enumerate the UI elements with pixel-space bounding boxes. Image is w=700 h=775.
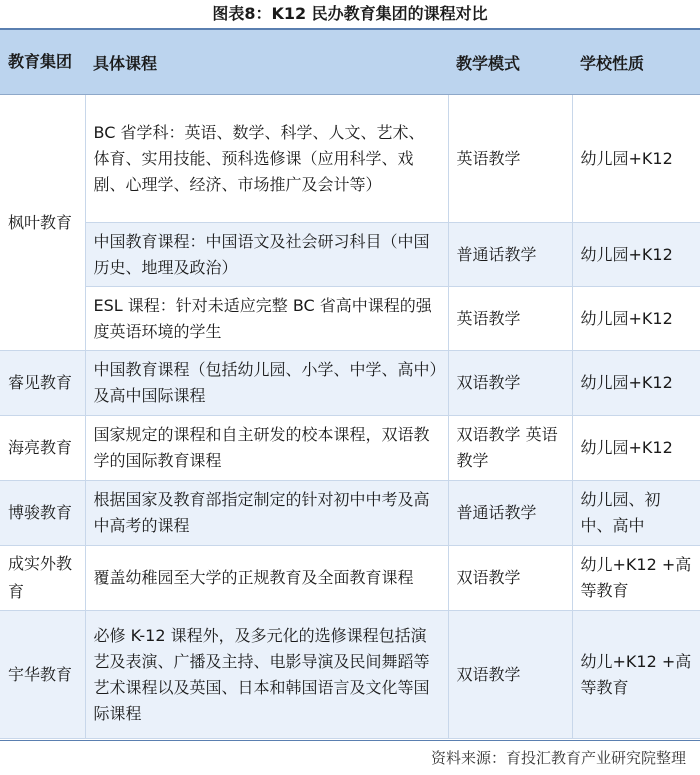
- header-nature: 学校性质: [572, 29, 700, 95]
- mode-cell: 双语教学: [448, 546, 572, 611]
- table-row: [0, 287, 700, 351]
- course-cell: 中国教育课程：中国语文及社会研习科目（中国历史、地理及政治）: [85, 223, 448, 287]
- table-row: [0, 351, 700, 416]
- nature-cell: 幼儿园+K12: [572, 416, 700, 481]
- course-comparison-table: [0, 28, 700, 739]
- header-group: 教育集团: [0, 29, 85, 95]
- mode-cell: 双语教学 英语教学: [448, 416, 572, 481]
- header-mode: 教学模式: [448, 29, 572, 95]
- table-row: [0, 481, 700, 546]
- group-cell: 海亮教育: [0, 416, 85, 481]
- course-cell: 国家规定的课程和自主研发的校本课程，双语教学的国际教育课程: [85, 416, 448, 481]
- table-bottom-rule: [0, 740, 700, 741]
- table-row: [0, 95, 700, 223]
- group-cell: 成实外教育: [0, 546, 85, 611]
- course-cell: 覆盖幼稚园至大学的正规教育及全面教育课程: [85, 546, 448, 611]
- table-row: [0, 611, 700, 739]
- mode-cell: 英语教学: [448, 95, 572, 223]
- course-cell: ESL 课程：针对未适应完整 BC 省高中课程的强度英语环境的学生: [85, 287, 448, 351]
- table-title: 图表8：K12 民办教育集团的课程对比: [212, 4, 488, 23]
- course-cell: 中国教育课程（包括幼儿园、小学、中学、高中）及高中国际课程: [85, 351, 448, 416]
- group-cell: 宇华教育: [0, 611, 85, 739]
- nature-cell: 幼儿园+K12: [572, 351, 700, 416]
- group-cell: 博骏教育: [0, 481, 85, 546]
- source-note: 资料来源：育投汇教育产业研究院整理: [430, 749, 686, 767]
- course-cell: 根据国家及教育部指定制定的针对初中中考及高中高考的课程: [85, 481, 448, 546]
- mode-cell: 普通话教学: [448, 481, 572, 546]
- nature-cell: 幼儿园+K12: [572, 95, 700, 223]
- table-row: [0, 546, 700, 611]
- group-cell: 枫叶教育: [0, 95, 85, 351]
- table-row: [0, 223, 700, 287]
- mode-cell: 双语教学: [448, 611, 572, 739]
- mode-cell: 英语教学: [448, 287, 572, 351]
- header-row: [0, 29, 700, 95]
- group-cell: 睿见教育: [0, 351, 85, 416]
- header-course: 具体课程: [85, 29, 448, 95]
- nature-cell: 幼儿园、初中、高中: [572, 481, 700, 546]
- nature-cell: 幼儿园+K12: [572, 223, 700, 287]
- mode-cell: 普通话教学: [448, 223, 572, 287]
- course-cell: 必修 K-12 课程外，及多元化的选修课程包括演艺及表演、广播及主持、电影导演及民间舞蹈等艺术课程以及英国、日本和韩国语言及文化等国际课程: [85, 611, 448, 739]
- mode-cell: 双语教学: [448, 351, 572, 416]
- course-cell: BC 省学科：英语、数学、科学、人文、艺术、体育、实用技能、预科选修课（应用科学、戏剧、心理学、经济、市场推广及会计等）: [85, 95, 448, 223]
- nature-cell: 幼儿+K12 +高等教育: [572, 546, 700, 611]
- nature-cell: 幼儿+K12 +高等教育: [572, 611, 700, 739]
- table-row: [0, 416, 700, 481]
- nature-cell: 幼儿园+K12: [572, 287, 700, 351]
